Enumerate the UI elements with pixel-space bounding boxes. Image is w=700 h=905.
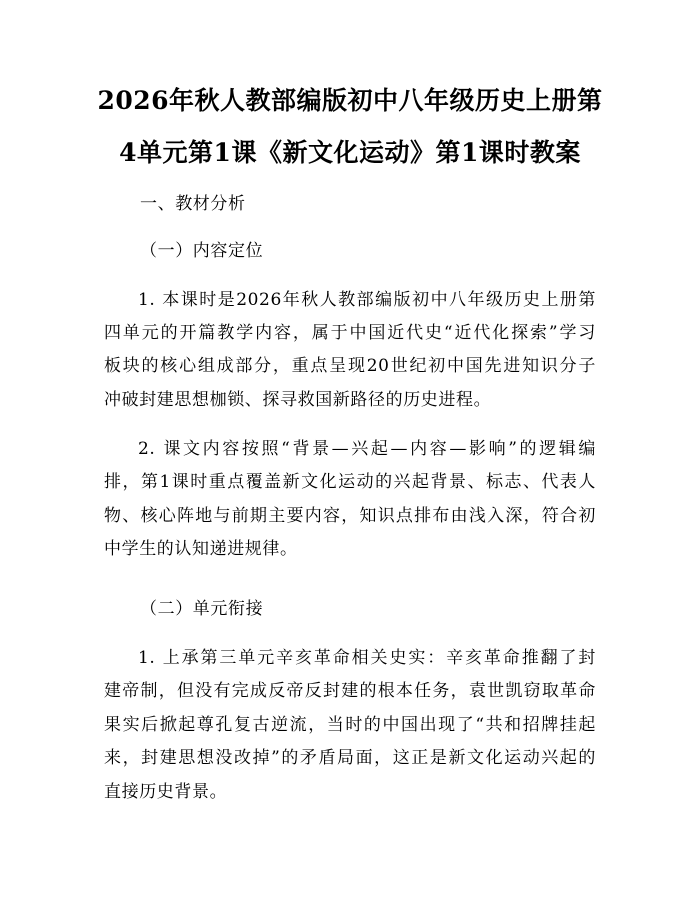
paragraph-line: 中学生的认知递进规律。 xyxy=(104,539,298,559)
paragraph-line: 建帝制，但没有完成反帝反封建的根本任务，袁世凯窃取革命 xyxy=(104,681,596,701)
paragraph-line: 1. 本课时是2026年秋人教部编版初中八年级历史上册第 xyxy=(138,290,596,310)
section-heading-textbook-analysis: 一、教材分析 xyxy=(140,194,246,214)
paragraph-line: 直接历史背景。 xyxy=(104,782,228,802)
document-title-line-2: 4单元第1课《新文化运动》第1课时教案 xyxy=(119,138,581,167)
paragraph-line: 四单元的开篇教学内容，属于中国近代史“近代化探索”学习 xyxy=(104,323,596,343)
document-title-line-1: 2026年秋人教部编版初中八年级历史上册第 xyxy=(97,86,603,115)
paragraph-line: 排，第1课时重点覆盖新文化运动的兴起背景、标志、代表人 xyxy=(104,472,596,492)
paragraph-line: 果实后掀起尊孔复古逆流，当时的中国出现了“共和招牌挂起 xyxy=(104,715,596,735)
subsection-heading-unit-connection: （二）单元衔接 xyxy=(140,599,264,619)
paragraph-line: 2. 课文内容按照“背景—兴起—内容—影响”的逻辑编 xyxy=(138,439,596,459)
paragraph-line: 1. 上承第三单元辛亥革命相关史实：辛亥革命推翻了封 xyxy=(138,648,596,668)
paragraph-line: 物、核心阵地与前期主要内容，知识点排布由浅入深，符合初 xyxy=(104,506,596,526)
paragraph-line: 来，封建思想没改掉”的矛盾局面，这正是新文化运动兴起的 xyxy=(104,748,596,768)
paragraph-line: 板块的核心组成部分，重点呈现20世纪初中国先进知识分子 xyxy=(104,356,596,376)
paragraph-line: 冲破封建思想枷锁、探寻救国新路径的历史进程。 xyxy=(104,390,492,410)
subsection-heading-content-positioning: （一）内容定位 xyxy=(140,241,264,261)
